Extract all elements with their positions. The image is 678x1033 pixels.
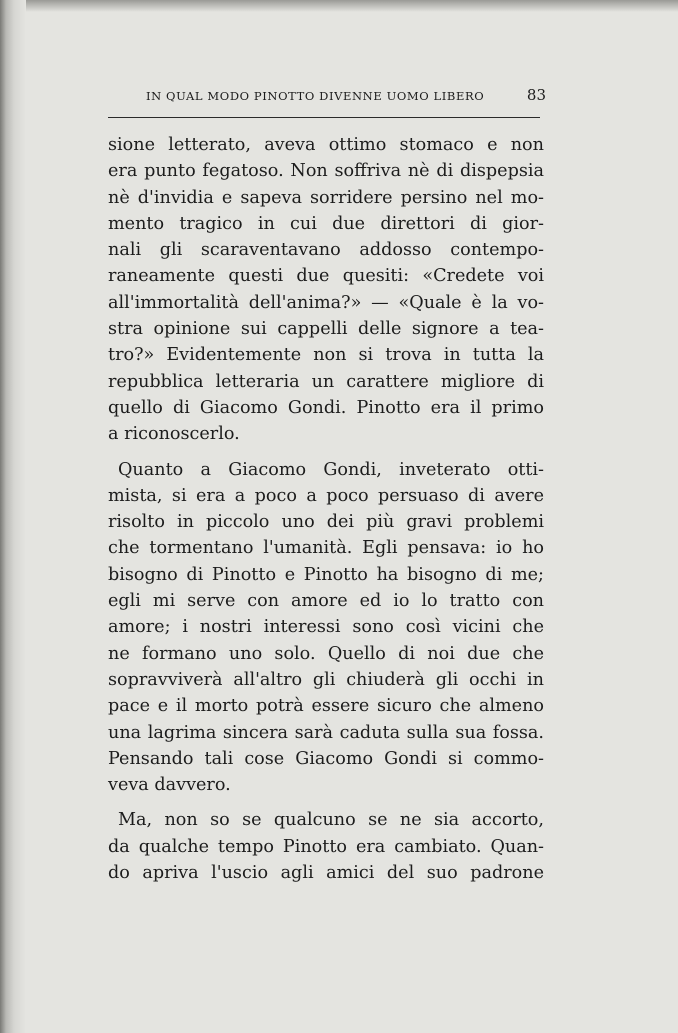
body-text — [108, 132, 544, 886]
text-line: repubblica letteraria un carattere migliore di — [108, 371, 544, 392]
text-line: mista, si era a poco a poco persuaso di avere — [108, 485, 544, 506]
paragraph — [108, 457, 544, 799]
text-line: raneamente questi due quesiti: «Credete voi — [108, 266, 544, 287]
page-binding-shadow — [0, 0, 26, 1033]
text-line: una lagrima sincera sarà caduta sulla sua fossa. — [108, 722, 544, 743]
text-line: mento tragico in cui due direttori di gior- — [108, 213, 544, 234]
text-line: stra opinione sui cappelli delle signore a tea- — [108, 319, 544, 340]
text-line: che tormentano l'umanità. Egli pensava: io ho — [108, 538, 544, 559]
text-line: a riconoscerlo. — [108, 424, 240, 445]
page-top-shadow — [0, 0, 678, 12]
text-line: Ma, non so se qualcuno se ne sia accorto, — [118, 810, 544, 831]
paragraph — [108, 807, 544, 886]
text-line: bisogno di Pinotto e Pinotto ha bisogno di me; — [108, 564, 544, 585]
text-line: do apriva l'uscio agli amici del suo padrone — [108, 863, 544, 884]
text-line: quello di Giacomo Gondi. Pinotto era il primo — [108, 397, 544, 418]
text-line: Quanto a Giacomo Gondi, inveterato otti- — [118, 459, 544, 480]
text-line: risolto in piccolo uno dei più gravi problemi — [108, 512, 544, 533]
text-line: ne formano uno solo. Quello di noi due che — [108, 643, 544, 664]
text-line: all'immortalità dell'anima?» — «Quale è la vo- — [108, 292, 544, 313]
text-line: sopravviverà all'altro gli chiuderà gli occhi in — [108, 669, 544, 690]
paragraph-gap — [108, 448, 544, 457]
page-number: 83 — [526, 86, 546, 104]
text-line: sione letterato, aveva ottimo stomaco e non — [108, 135, 544, 155]
running-header — [108, 86, 548, 110]
header-rule — [108, 117, 540, 118]
text-line: pace e il morto potrà essere sicuro che almeno — [108, 696, 544, 717]
text-line: tro?» Evidentemente non si trova in tutta la — [108, 345, 544, 366]
text-line: Pensando tali cose Giacomo Gondi si commo- — [108, 748, 544, 769]
text-line: da qualche tempo Pinotto era cambiato. Quan- — [108, 836, 544, 857]
text-line: egli mi serve con amore ed io lo tratto con — [108, 591, 544, 612]
text-line: amore; i nostri interessi sono così vicini che — [108, 617, 544, 638]
text-line: veva davvero. — [108, 775, 231, 796]
text-line: era punto fegatoso. Non soffriva nè di dispepsia — [108, 161, 544, 182]
text-line: nè d'invidia e sapeva sorridere persino nel mo- — [108, 187, 544, 208]
text-line: nali gli scaraventavano addosso contempo- — [108, 240, 544, 261]
running-title: IN QUAL MODO PINOTTO DIVENNE UOMO LIBERO — [146, 89, 485, 103]
paragraph-gap — [108, 798, 544, 807]
paragraph — [108, 132, 544, 448]
